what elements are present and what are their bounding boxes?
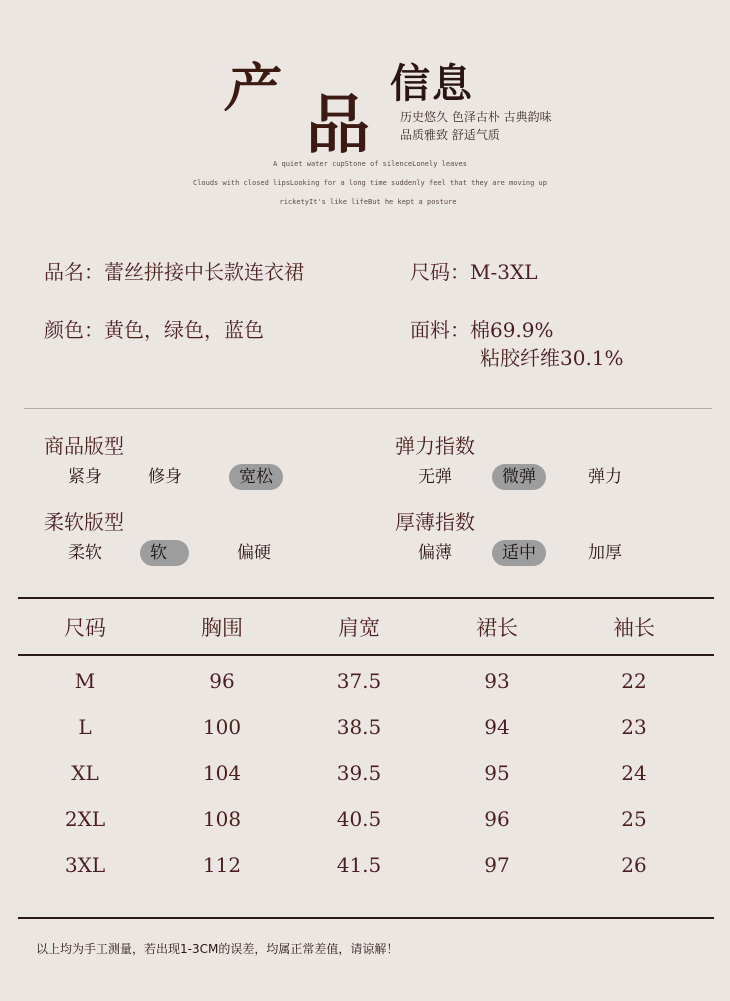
softness-option-selected: 软 [140, 540, 189, 566]
title-char-chan: 产 [221, 58, 285, 119]
measurement-footnote: 以上均为手工测量，若出现1-3CM的误差，均属正常差值，请谅解！ [36, 942, 399, 956]
table-row [18, 842, 714, 888]
thickness-option: 加厚 [588, 543, 622, 563]
table-row [18, 704, 714, 750]
table-cell: 26 [621, 853, 647, 877]
table-cell: M [74, 669, 96, 693]
table-cell: 2XL [64, 807, 106, 831]
table-cell: XL [71, 761, 99, 785]
table-cell: 22 [621, 669, 647, 693]
english-line-3: ricketyIt's like lifeBut he kept a posture [279, 198, 457, 206]
table-cell: 96 [209, 669, 235, 693]
table-cell: 100 [202, 715, 242, 739]
table-cell: 40.5 [336, 807, 382, 831]
table-cell: 104 [202, 761, 242, 785]
table-row [18, 658, 714, 704]
table-cell: 93 [484, 669, 510, 693]
header-cell: 裙长 [476, 616, 518, 640]
softness-option: 偏硬 [237, 543, 271, 563]
english-line-1: A quiet water cupStone of silenceLonely leaves [273, 160, 467, 168]
table-row [18, 750, 714, 796]
product-title-graphic [221, 40, 388, 163]
english-line-2: Clouds with closed lipsLooking for a long time suddenly feel that they are moving up [192, 179, 547, 187]
table-cell: 108 [202, 807, 242, 831]
fit-title: 商品版型 [44, 434, 124, 458]
table-cell: 95 [484, 761, 510, 785]
title-char-pin: 品 [306, 88, 370, 163]
product-colors: 颜色：黄色，绿色，蓝色 [44, 318, 264, 342]
thickness-title: 厚薄指数 [395, 510, 475, 534]
table-cell: L [78, 715, 92, 739]
table-cell: 23 [621, 715, 647, 739]
elasticity-option-selected: 微弹 [492, 464, 546, 490]
size-table [18, 600, 714, 877]
table-cell: 3XL [64, 853, 106, 877]
thickness-option: 偏薄 [418, 543, 452, 563]
fit-option: 紧身 [68, 467, 102, 487]
fit-option: 修身 [148, 467, 182, 487]
product-fabric-1: 面料：棉69.9% [410, 318, 554, 342]
tagline-2: 品质雅致 舒适气质 [400, 128, 500, 142]
table-bottom-rule [18, 917, 714, 919]
table-cell: 97 [484, 853, 510, 877]
title-xinxi: 信息 [390, 60, 474, 107]
table-cell: 41.5 [336, 853, 382, 877]
table-header-row [18, 600, 714, 656]
elasticity-option: 无弹 [418, 467, 452, 487]
table-cell: 96 [484, 807, 510, 831]
thickness-option-selected: 适中 [492, 540, 546, 566]
elasticity-title: 弹力指数 [395, 434, 475, 458]
product-size-range: 尺码：M-3XL [410, 260, 538, 284]
table-cell: 38.5 [336, 715, 382, 739]
table-body [18, 658, 714, 888]
table-cell: 25 [621, 807, 647, 831]
table-cell: 94 [484, 715, 510, 739]
header-cell: 尺码 [64, 616, 106, 640]
table-cell: 39.5 [336, 761, 382, 785]
fit-option-selected: 宽松 [229, 464, 283, 490]
table-cell: 37.5 [336, 669, 382, 693]
elasticity-option: 弹力 [588, 467, 622, 487]
product-name: 品名：蕾丝拼接中长款连衣裙 [44, 260, 304, 284]
header-cell: 袖长 [613, 616, 655, 640]
product-fabric-2: 粘胶纤维30.1% [480, 346, 624, 370]
table-row [18, 796, 714, 842]
table-cell: 24 [621, 761, 647, 785]
softness-option: 柔软 [68, 543, 102, 563]
table-cell: 112 [202, 853, 242, 877]
header-cell: 胸围 [201, 616, 243, 640]
tagline-1: 历史悠久 色泽古朴 古典韵味 [400, 110, 552, 124]
softness-title: 柔软版型 [44, 510, 124, 534]
table-top-rule [18, 597, 714, 599]
header-cell: 肩宽 [338, 616, 380, 640]
section-divider [24, 408, 712, 409]
